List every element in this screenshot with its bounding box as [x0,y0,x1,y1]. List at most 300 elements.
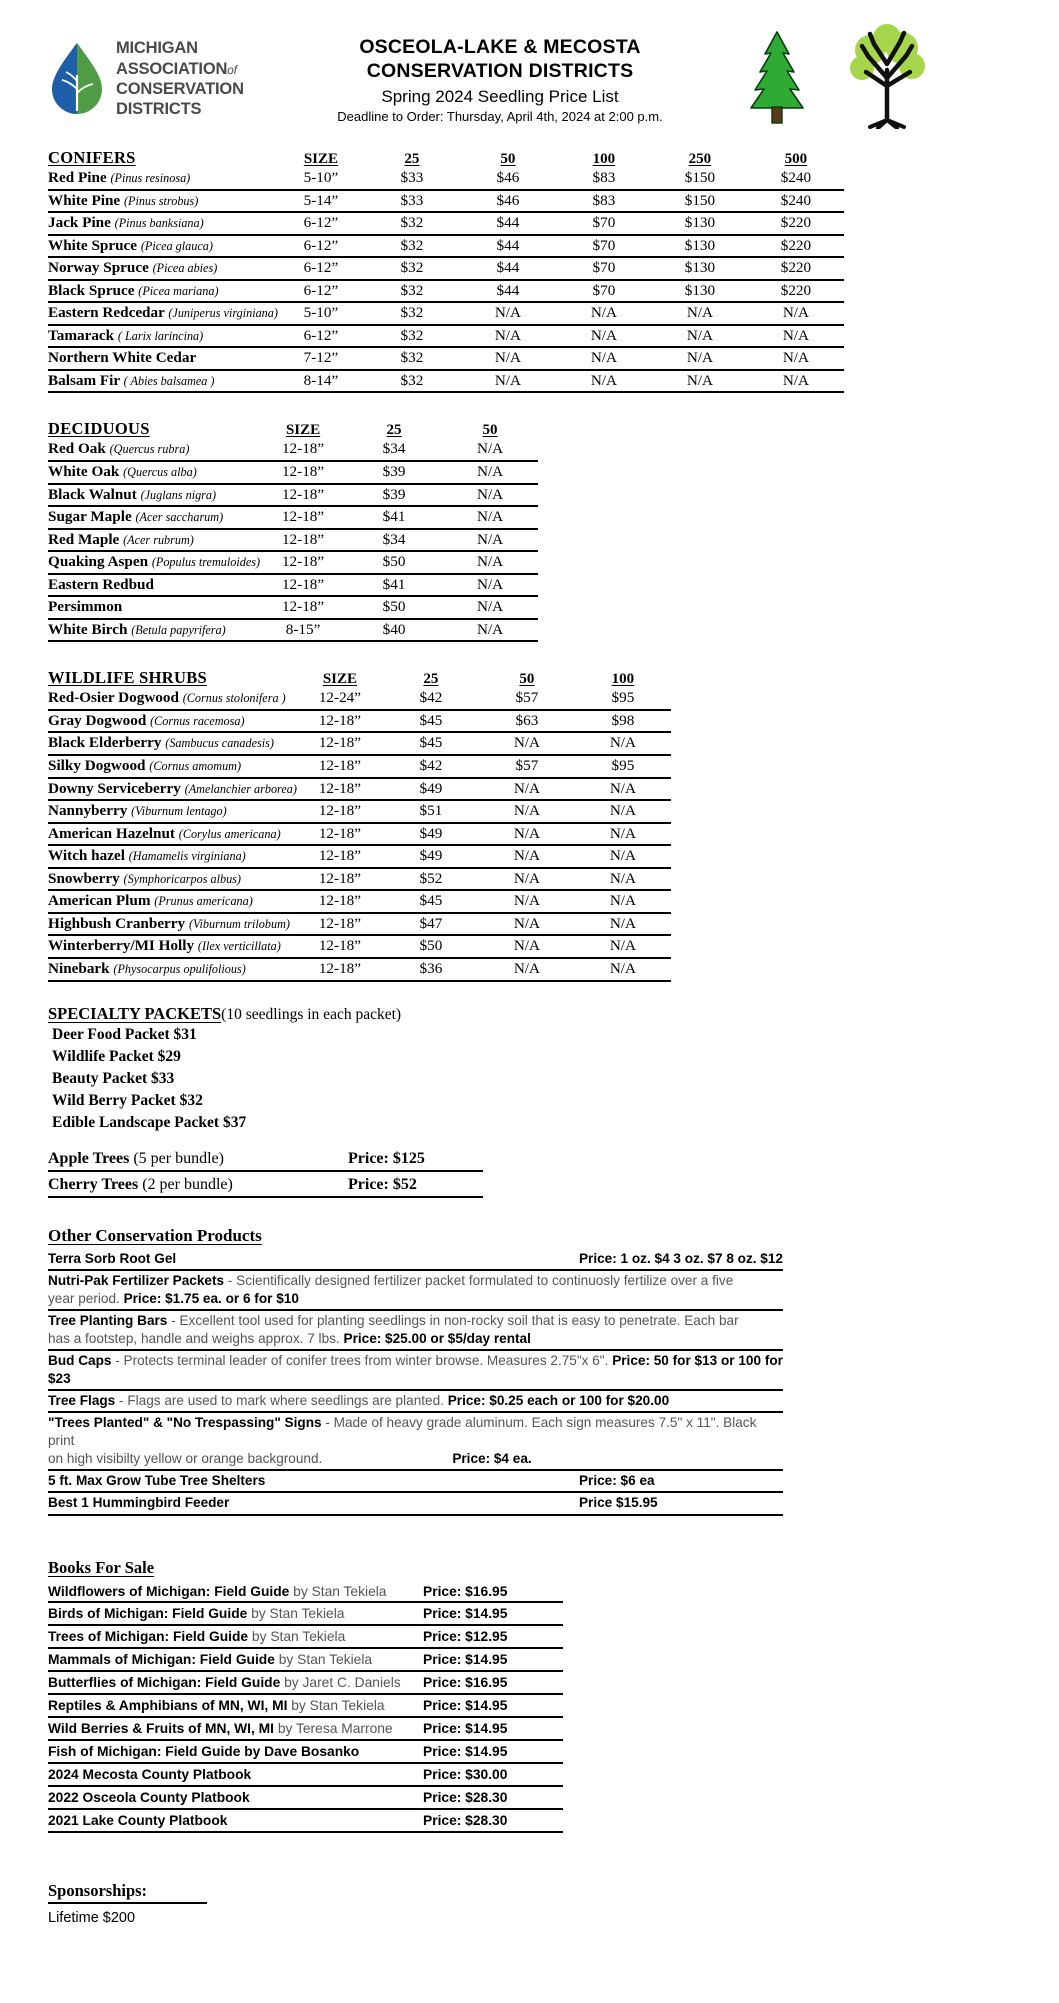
species-price: $98 [611,711,635,729]
species-price: N/A [609,892,636,910]
product-description: Tree Planting Bars - Excellent tool used for planting seedlings in non-rocky soil that is easy to penetrate. Each bar has a footstep, handle and weighs approx. 7 lbs. Price: $25.00 or $5/day rental [48,1312,739,1346]
deciduous-category-label: DECIDUOUS [48,419,150,439]
product-row [48,1412,783,1470]
species-name: Red Oak (Quercus rubra) [48,440,190,458]
species-price: N/A [494,326,521,344]
species-size: 12-18” [281,485,325,503]
other-products-rows [48,1249,783,1515]
species-price: N/A [782,326,809,344]
species-name: Persimmon [48,598,123,616]
species-price: N/A [513,734,540,752]
table-row [48,506,538,529]
sponsorships-heading: Sponsorships: [48,1881,207,1904]
species-name: Quaking Aspen (Populus tremuloides) [48,553,261,571]
table-row [48,710,671,733]
conifers-table [48,148,844,393]
species-name: American Hazelnut (Corylus americana) [48,824,281,842]
species-price: $240 [780,169,812,186]
table-row [48,529,538,552]
table-row [48,778,671,801]
book-price: Price: $16.95 [423,1583,508,1599]
deciduous-header-row [48,419,538,439]
species-name: Northern White Cedar [48,349,197,367]
species-price: $47 [419,914,443,932]
macd-line1: MICHIGAN ASSOCIATION [116,39,228,78]
table-row [48,958,671,981]
table-row [48,574,538,597]
conifers-col-250: 250 [688,151,712,167]
other-products-heading: Other Conservation Products [48,1225,262,1245]
species-price: $49 [419,847,443,865]
book-price: Price: $30.00 [423,1766,508,1782]
species-price: $46 [496,169,520,186]
shrubs-col-size: SIZE [322,671,358,688]
species-size: 12-18” [318,734,362,752]
books-rows [48,1581,563,1832]
product-description: Nutri-Pak Fertilizer Packets - Scientifically designed fertilizer packet formulated to continuosly fertilize over a five year period. Price: $1.75 ea. or 6 for $10 [48,1272,734,1306]
table-row [48,325,844,348]
species-price: N/A [590,371,617,389]
product-description: "Trees Planted" & "No Trespassing" Signs - Made of heavy grade aluminum. Each sign measures 7.5" x 11". Black print on high visibilty yellow or orange background. Price: $4 ea. [48,1415,757,1467]
specialty-heading: SPECIALTY PACKETS [48,1003,222,1023]
bundles-table [48,1146,483,1198]
species-price: N/A [476,440,504,458]
species-price: $220 [780,259,812,277]
book-title: Wildflowers of Michigan: Field Guide by Stan Tekiela [48,1583,387,1599]
table-row [48,596,538,619]
table-row [48,168,844,190]
table-row [48,347,844,370]
species-price: N/A [609,779,636,797]
bundle-row [48,1171,483,1197]
species-price: N/A [476,620,504,638]
species-price: $32 [400,304,424,322]
species-price: N/A [476,575,504,593]
species-price: $39 [382,485,406,503]
species-price: N/A [513,779,540,797]
conifers-col-100: 100 [592,151,616,167]
product-row [48,1470,783,1492]
species-size: 12-18” [318,937,362,955]
species-size: 12-18” [281,508,325,526]
species-size: 6-12” [303,236,339,254]
species-name: White Oak (Quercus alba) [48,463,197,481]
species-price: $70 [592,236,616,254]
table-row [48,868,671,891]
macd-line2: CONSERVATION DISTRICTS [116,80,244,119]
species-size: 12-18” [281,598,325,616]
species-price: N/A [609,914,636,932]
species-size: 6-12” [303,281,339,299]
species-price: $130 [684,214,716,232]
deciduous-rows [48,439,538,641]
species-price: $42 [419,757,443,775]
species-size: 6-12” [303,214,339,232]
species-price: N/A [494,371,521,389]
species-name: Black Elderberry (Sambucus canadesis) [48,734,274,752]
species-name: Red-Osier Dogwood (Cornus stolonifera ) [48,689,286,707]
table-row [48,235,844,258]
species-price: N/A [590,304,617,322]
species-price: $33 [400,169,424,186]
species-size: 12-18” [318,824,362,842]
species-price: $32 [400,349,424,367]
species-price: N/A [609,734,636,752]
other-products-section [0,1226,1059,1516]
species-size: 8-14” [303,371,339,389]
species-price: N/A [782,371,809,389]
book-title: Reptiles & Amphibians of MN, WI, MI by Stan Tekiela [48,1698,385,1714]
product-price: Price: $6 ea [578,1473,655,1489]
species-price: $220 [780,236,812,254]
species-size: 12-18” [281,530,325,548]
shrubs-header-row [48,668,671,688]
species-price: $220 [780,281,812,299]
species-size: 12-18” [281,440,325,458]
deciduous-col-25: 25 [386,422,402,439]
species-name: Witch hazel (Hamamelis virginiana) [48,847,246,865]
species-price: $42 [419,689,443,707]
species-name: Nannyberry (Viburnum lentago) [48,802,227,820]
specialty-item: Deer Food Packet $31 [52,1025,197,1043]
book-price: Price: $14.95 [423,1698,508,1714]
species-price: $41 [382,575,406,593]
table-row [48,439,538,461]
species-price: $70 [592,281,616,299]
table-row [48,913,671,936]
book-row [48,1694,563,1717]
species-price: N/A [609,802,636,820]
conifers-header-row [48,148,844,168]
product-price: Price: 1 oz. $4 3 oz. $7 8 oz. $12 [578,1250,783,1266]
species-name: Black Spruce (Picea mariana) [48,281,219,299]
book-row [48,1602,563,1625]
species-price: $40 [382,620,406,638]
bundle-name: Cherry Trees (2 per bundle) [48,1175,233,1193]
product-row [48,1350,783,1390]
table-row [48,935,671,958]
product-row [48,1492,783,1514]
species-price: N/A [782,349,809,367]
product-name: Best 1 Hummingbird Feeder [48,1495,230,1511]
species-size: 5-14” [303,191,339,209]
product-row [48,1310,783,1350]
species-price: N/A [782,304,809,322]
deciduous-col-size: SIZE [285,422,321,439]
shrubs-col-100: 100 [611,671,635,688]
spacer-after-conifers [0,393,1059,419]
table-row [48,212,844,235]
species-price: $49 [419,779,443,797]
species-size: 12-18” [281,463,325,481]
product-name: 5 ft. Max Grow Tube Tree Shelters [48,1473,266,1489]
book-price: Price: $14.95 [423,1606,508,1622]
species-price: $49 [419,824,443,842]
species-price: $32 [400,259,424,277]
species-name: Red Pine (Pinus resinosa) [48,169,191,186]
species-price: N/A [609,959,636,977]
bundle-name: Apple Trees (5 per bundle) [48,1149,224,1167]
product-name: Terra Sorb Root Gel [48,1250,177,1266]
table-row [48,280,844,303]
water-drop-leaf-icon [48,41,106,117]
conifers-section [0,148,1059,393]
book-title: Fish of Michigan: Field Guide by Dave Bosanko [48,1743,360,1759]
species-price: $150 [684,191,716,209]
conifers-category-label: CONIFERS [48,148,136,167]
conifers-col-25: 25 [404,151,420,167]
species-name: Balsam Fir ( Abies balsamea ) [48,371,215,389]
table-row [48,823,671,846]
species-price: $57 [515,689,539,707]
deciduous-tree-icon [840,24,935,134]
other-products-table [48,1249,783,1516]
species-price: N/A [590,326,617,344]
shrubs-col-25: 25 [423,671,439,688]
bundle-rows [48,1146,483,1197]
species-price: $32 [400,326,424,344]
species-price: $70 [592,214,616,232]
species-price: N/A [476,553,504,571]
species-name: Eastern Redcedar (Juniperus virginiana) [48,304,278,322]
book-row [48,1581,563,1603]
shrubs-category-label: WILDLIFE SHRUBS [48,668,208,688]
species-name: Downy Serviceberry (Amelanchier arborea) [48,779,297,797]
order-deadline: Deadline to Order: Thursday, April 4th, 2024 at 2:00 p.m. [337,108,663,124]
book-title: Birds of Michigan: Field Guide by Stan Tekiela [48,1606,345,1622]
species-price: N/A [609,869,636,887]
table-row [48,484,538,507]
species-name: Highbush Cranberry (Viburnum trilobum) [48,914,290,932]
species-price: $44 [496,236,520,254]
species-price: N/A [476,485,504,503]
specialty-item: Edible Landscape Packet $37 [52,1113,247,1131]
title-line-2: CONSERVATION DISTRICTS [366,59,634,82]
species-price: $33 [400,191,424,209]
deciduous-section [0,419,1059,642]
species-price: $70 [592,259,616,277]
book-row [48,1809,563,1832]
bundle-row [48,1146,483,1171]
species-size: 12-18” [318,959,362,977]
conifers-col-500: 500 [784,151,808,167]
book-row [48,1763,563,1786]
conifers-col-50: 50 [500,151,516,167]
species-name: Black Walnut (Juglans nigra) [48,485,217,503]
species-name: Snowberry (Symphoricarpos albus) [48,869,241,887]
species-price: $32 [400,236,424,254]
product-description: Tree Flags - Flags are used to mark where seedlings are planted. Price: $0.25 each or 100 for $20.00 [48,1393,670,1409]
species-price: $220 [780,214,812,232]
species-price: N/A [513,802,540,820]
book-title: Wild Berries & Fruits of MN, WI, MI by Teresa Marrone [48,1721,393,1737]
books-heading: Books For Sale [48,1557,155,1577]
species-size: 12-18” [318,757,362,775]
species-price: N/A [476,463,504,481]
species-size: 6-12” [303,326,339,344]
book-title: Trees of Michigan: Field Guide by Stan Tekiela [48,1629,346,1645]
book-row [48,1740,563,1763]
species-price: $46 [496,191,520,209]
species-price: N/A [513,847,540,865]
species-price: $95 [611,757,635,775]
conifers-col-size: SIZE [303,151,339,167]
species-price: $45 [419,711,443,729]
book-row [48,1717,563,1740]
product-description: Bud Caps - Protects terminal leader of conifer trees from winter browse. Measures 2.75"x 6". Price: 50 for $13 or 100 for $23 [48,1352,783,1386]
species-price: $130 [684,281,716,299]
shrubs-section [0,668,1059,981]
species-size: 5-10” [303,304,339,322]
document-header [0,28,1059,148]
table-row [48,890,671,913]
species-price: N/A [513,869,540,887]
species-price: N/A [476,598,504,616]
specialty-item: Wildlife Packet $29 [52,1047,181,1065]
table-row [48,302,844,325]
species-price: $41 [382,508,406,526]
book-title: 2022 Osceola County Platbook [48,1789,250,1805]
book-price: Price: $14.95 [423,1721,508,1737]
table-row [48,755,671,778]
species-price: $36 [419,959,443,977]
sponsorship-item: Lifetime $200 [48,1909,136,1926]
species-price: N/A [609,847,636,865]
species-price: N/A [494,349,521,367]
book-row [48,1648,563,1671]
species-price: $95 [611,689,635,707]
species-name: White Spruce (Picea glauca) [48,236,213,254]
bundle-price: Price: $125 [348,1149,425,1167]
deciduous-table [48,419,538,642]
species-price: N/A [513,914,540,932]
species-price: $130 [684,259,716,277]
species-price: $50 [419,937,443,955]
table-row [48,619,538,642]
product-row [48,1249,783,1270]
book-price: Price: $28.30 [423,1789,508,1805]
books-section [0,1558,1059,1833]
species-price: $130 [684,236,716,254]
table-row [48,800,671,823]
book-price: Price: $14.95 [423,1652,508,1668]
species-price: $44 [496,281,520,299]
species-price: N/A [686,349,713,367]
document-subtitle: Spring 2024 Seedling Price List [381,86,619,106]
specialty-packets-section [0,1004,1059,1198]
species-price: N/A [494,304,521,322]
species-name: American Plum (Prunus americana) [48,892,253,910]
species-size: 12-18” [281,553,325,571]
species-price: $44 [496,259,520,277]
shrubs-table [48,668,671,981]
species-price: $51 [419,802,443,820]
species-name: Gray Dogwood (Cornus racemosa) [48,711,245,729]
species-price: $39 [382,463,406,481]
species-price: $34 [382,530,406,548]
product-price: Price $15.95 [578,1495,658,1511]
species-size: 12-18” [318,914,362,932]
species-price: N/A [686,326,713,344]
price-list-page [0,28,1059,2003]
table-row [48,551,538,574]
species-size: 12-18” [318,847,362,865]
sponsorship-items [48,1910,1059,1926]
table-row [48,845,671,868]
macd-of: of [227,62,237,77]
specialty-item: Wild Berry Packet $32 [52,1091,203,1109]
book-price: Price: $14.95 [423,1743,508,1759]
species-price: $45 [419,892,443,910]
species-size: 12-18” [318,869,362,887]
species-name: Red Maple (Acer rubrum) [48,530,194,548]
species-size: 12-18” [318,892,362,910]
shrubs-rows [48,688,671,980]
species-size: 5-10” [303,169,339,186]
table-row [48,461,538,484]
table-row [48,257,844,280]
table-row [48,732,671,755]
species-price: $63 [515,711,539,729]
species-name: Ninebark (Physocarpus opulifolious) [48,959,246,977]
species-price: N/A [609,937,636,955]
species-price: N/A [476,530,504,548]
book-row [48,1671,563,1694]
book-row [48,1786,563,1809]
species-price: $45 [419,734,443,752]
species-price: $240 [780,191,812,209]
species-price: $83 [592,191,616,209]
species-name: White Pine (Pinus strobus) [48,191,199,209]
sponsorships-section [0,1881,1059,1926]
species-size: 7-12” [303,349,339,367]
species-price: $32 [400,281,424,299]
species-price: $150 [684,169,716,186]
species-price: N/A [513,959,540,977]
species-price: $34 [382,440,406,458]
species-price: $52 [419,869,443,887]
species-price: $50 [382,553,406,571]
document-title-block [300,36,700,124]
bundle-price: Price: $52 [348,1175,417,1193]
spacer-after-deciduous [0,642,1059,668]
species-price: N/A [590,349,617,367]
species-name: Norway Spruce (Picea abies) [48,259,218,277]
species-price: N/A [686,304,713,322]
product-row [48,1390,783,1412]
book-price: Price: $16.95 [423,1675,508,1691]
book-price: Price: $12.95 [423,1629,508,1645]
species-size: 12-18” [318,802,362,820]
species-name: Winterberry/MI Holly (Ilex verticillata) [48,937,281,955]
specialty-note: (10 seedlings in each packet) [221,1005,402,1023]
species-price: $44 [496,214,520,232]
species-price: $50 [382,598,406,616]
species-name: White Birch (Betula papyrifera) [48,620,226,638]
conifer-tree-icon [735,28,820,133]
species-size: 12-18” [318,779,362,797]
specialty-items [48,1024,1059,1134]
species-size: 12-18” [281,575,325,593]
species-size: 12-18” [318,711,362,729]
species-name: Tamarack ( Larix larincina) [48,326,204,344]
deciduous-col-50: 50 [482,422,498,439]
product-row [48,1270,783,1310]
species-size: 12-24” [318,689,362,707]
macd-logo-text [116,38,308,119]
species-size: 8-15” [285,620,321,638]
species-name: Sugar Maple (Acer saccharum) [48,508,224,526]
